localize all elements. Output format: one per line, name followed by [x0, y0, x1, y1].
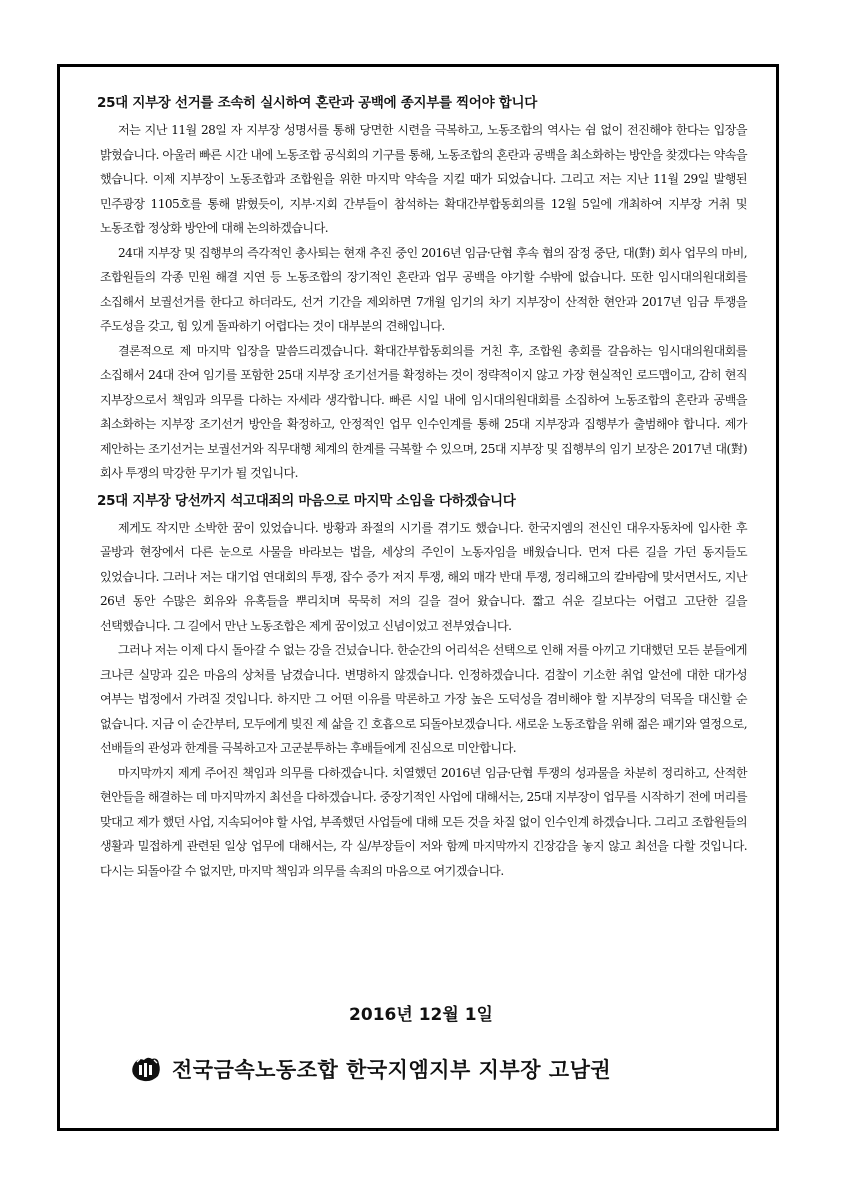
signature-line: [130, 1052, 611, 1086]
paragraph-1-1: 저는 지난 11월 28일 자 지부장 성명서를 통해 당면한 시련을 극복하고, 노동조합의 역사는 쉼 없이 전진해야 한다는 입장을 밝혔습니다. 아울러 빠른 시간 내에 노동조합 공식회의 기구를 통해, 노동조합의 혼란과 공백을 최소화하는 방안을 찾겠다는 약속을 했습니다. 이제 지부장이 노동조합과 조합원을 위한 마지막 약속을 지킬 때가 되었습니다. 그리고 저는 지난 11월 29일 발행된 민주광장 1105호를 통해 밝혔듯이, 지부·지회 간부들이 참석하는 확대간부합동회의를 12월 5일에 개최하여 지부장 거취 및 노동조합 정상화 방안에 대해 논의하겠습니다.: [100, 123, 747, 235]
section-heading-2: 25대 지부장 당선까지 석고대죄의 마음으로 마지막 소임을 다하겠습니다: [97, 492, 516, 509]
document-date: 2016년 12월 1일: [349, 1005, 493, 1025]
paragraph-1-2: 24대 지부장 및 집행부의 즉각적인 총사퇴는 현재 추진 중인 2016년 임금·단협 후속 협의 잠정 중단, 대(對) 회사 업무의 마비, 조합원들의 각종 민원 해결 지연 등 노동조합의 장기적인 혼란과 업무 공백을 야기할 수밖에 없습니다. 또한 임시대의원대회를 소집해서 보궐선거를 한다고 하더라도, 선거 기간을 제외하면 7개월 임기의 차기 지부장이 산적한 현안과 2017년 임금 투쟁을 주도성을 갖고, 힘 있게 돌파하기 어렵다는 것이 대부분의 견해입니다.: [100, 245, 747, 333]
paragraph-1-3: 결론적으로 제 마지막 입장을 말씀드리겠습니다. 확대간부합동회의를 거친 후, 조합원 총회를 갈음하는 임시대의원대회를 소집해서 24대 잔여 임기를 포함한 25대 지부장 조기선거를 확정하는 것이 정략적이지 않고 가장 현실적인 로드맵이고, 감히 현직 지부장으로서 책임과 의무를 다하는 자세라 생각합니다. 빠른 시일 내에 임시대의원대회를 소집하여 노동조합의 혼란과 공백을 최소화하는 지부장 조기선거 방안을 확정하고, 안정적인 업무 인수인계를 통해 25대 지부장과 집행부가 출범해야 합니다. 제가 제안하는 조기선거는 보궐선거와 직무대행 체계의 한계를 극복할 수 있으며, 25대 지부장 및 집행부의 임기 보장은 2017년 대(對) 회사 투쟁의 막강한 무기가 될 것입니다.: [100, 343, 747, 480]
section-heading-1: 25대 지부장 선거를 조속히 실시하여 혼란과 공백에 종지부를 찍어야 합니다: [97, 95, 538, 111]
metal-union-logo-icon: [130, 1054, 162, 1084]
paragraph-2-1: 제게도 작지만 소박한 꿈이 있었습니다. 방황과 좌절의 시기를 겪기도 했습니다. 한국지엠의 전신인 대우자동차에 입사한 후 골방과 현장에서 다른 눈으로 사물을 바라보는 법을, 세상의 주인이 노동자임을 배웠습니다. 먼저 다른 길을 가던 동지들도 있었습니다. 그러나 저는 대기업 연대회의 투쟁, 잡수 증가 저지 투쟁, 해외 매각 반대 투쟁, 정리해고의 칼바람에 맞서면서도, 지난 26년 동안 수많은 회유와 유혹들을 뿌리치며 묵묵히 저의 길을 걸어 왔습니다. 짧고 쉬운 길보다는 어렵고 고단한 길을 선택했습니다. 그 길에서 만난 노동조합은 제게 꿈이었고 신념이었고 전부였습니다.: [100, 520, 747, 633]
paragraph-2-2: 그러나 저는 이제 다시 돌아갈 수 없는 강을 건넜습니다. 한순간의 어리석은 선택으로 인해 저를 아끼고 기대했던 모든 분들에게 크나큰 실망과 깊은 마음의 상처를 남겼습니다. 변명하지 않겠습니다. 인정하겠습니다. 검찰이 기소한 취업 알선에 대한 대가성 여부는 법정에서 가려질 것입니다. 하지만 그 어떤 이유를 막론하고 가장 높은 도덕성을 겸비해야 할 지부장의 덕목을 대신할 순 없습니다. 지금 이 순간부터, 모두에게 빚진 제 삶을 긴 호흡으로 되돌아보겠습니다. 새로운 노동조합을 위해 젊은 패기와 열정으로, 선배들의 관성과 한계를 극복하고자 고군분투하는 후배들에게 진심으로 미안합니다.: [100, 643, 747, 755]
document-body: [97, 94, 747, 883]
paragraph-2-3: 마지막까지 제게 주어진 책임과 의무를 다하겠습니다. 치열했던 2016년 임금·단협 투쟁의 성과물을 차분히 정리하고, 산적한 현안들을 해결하는 데 마지막까지 최선을 다하겠습니다. 중장기적인 사업에 대해서는, 25대 지부장이 업무를 시작하기 전에 머리를 맞대고 제가 했던 사업, 지속되어야 할 사업, 부족했던 사업들에 대해 모든 것을 차질 없이 인수인계 하겠습니다. 그리고 조합원들의 생활과 밀접하게 관련된 일상 업무에 대해서는, 각 실/부장들이 저와 함께 마지막까지 긴장감을 놓지 않고 최선을 다할 것입니다. 다시는 되돌아갈 수 없지만, 마지막 책임과 의무를 속죄의 마음으로 여기겠습니다.: [100, 765, 747, 878]
signature-text: 전국금속노동조합 한국지엠지부 지부장 고남권: [172, 1058, 612, 1082]
